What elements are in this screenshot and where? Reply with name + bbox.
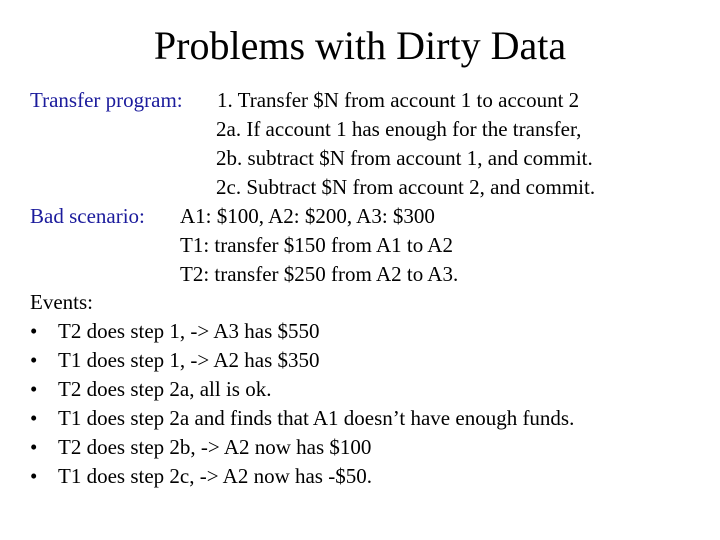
events-label: Events: [30,290,93,314]
scenario-balances: A1: $100, A2: $200, A3: $300 [180,204,435,228]
scenario-t2: T2: transfer $250 from A2 to A3. [180,262,459,286]
slide-title: Problems with Dirty Data [153,23,567,68]
transfer-step-2b: 2b. subtract $N from account 1, and commit. [216,146,593,170]
event-item: T2 does step 2a, all is ok. [58,377,272,401]
bullet-icon: • [30,348,38,372]
bullet-icon: • [30,319,38,343]
bullet-icon: • [30,435,38,459]
event-item: T1 does step 2c, -> A2 now has -$50. [58,464,372,488]
event-item: T1 does step 2a and finds that A1 doesn’t have enough funds. [58,406,575,430]
event-item: T2 does step 2b, -> A2 now has $100 [58,435,372,459]
bullet-icon: • [30,406,38,430]
event-item: T2 does step 1, -> A3 has $550 [58,319,320,343]
event-item: T1 does step 1, -> A2 has $350 [58,348,320,372]
transfer-step-1: 1. Transfer $N from account 1 to account 2 [217,88,580,112]
bullet-icon: • [30,377,38,401]
scenario-t1: T1: transfer $150 from A1 to A2 [180,233,453,257]
transfer-step-2c: 2c. Subtract $N from account 2, and commit. [216,175,596,199]
transfer-program-label: Transfer program: [30,88,183,112]
bad-scenario-label: Bad scenario: [30,204,145,228]
bullet-icon: • [30,464,38,488]
transfer-step-2a: 2a. If account 1 has enough for the transfer, [216,117,582,141]
